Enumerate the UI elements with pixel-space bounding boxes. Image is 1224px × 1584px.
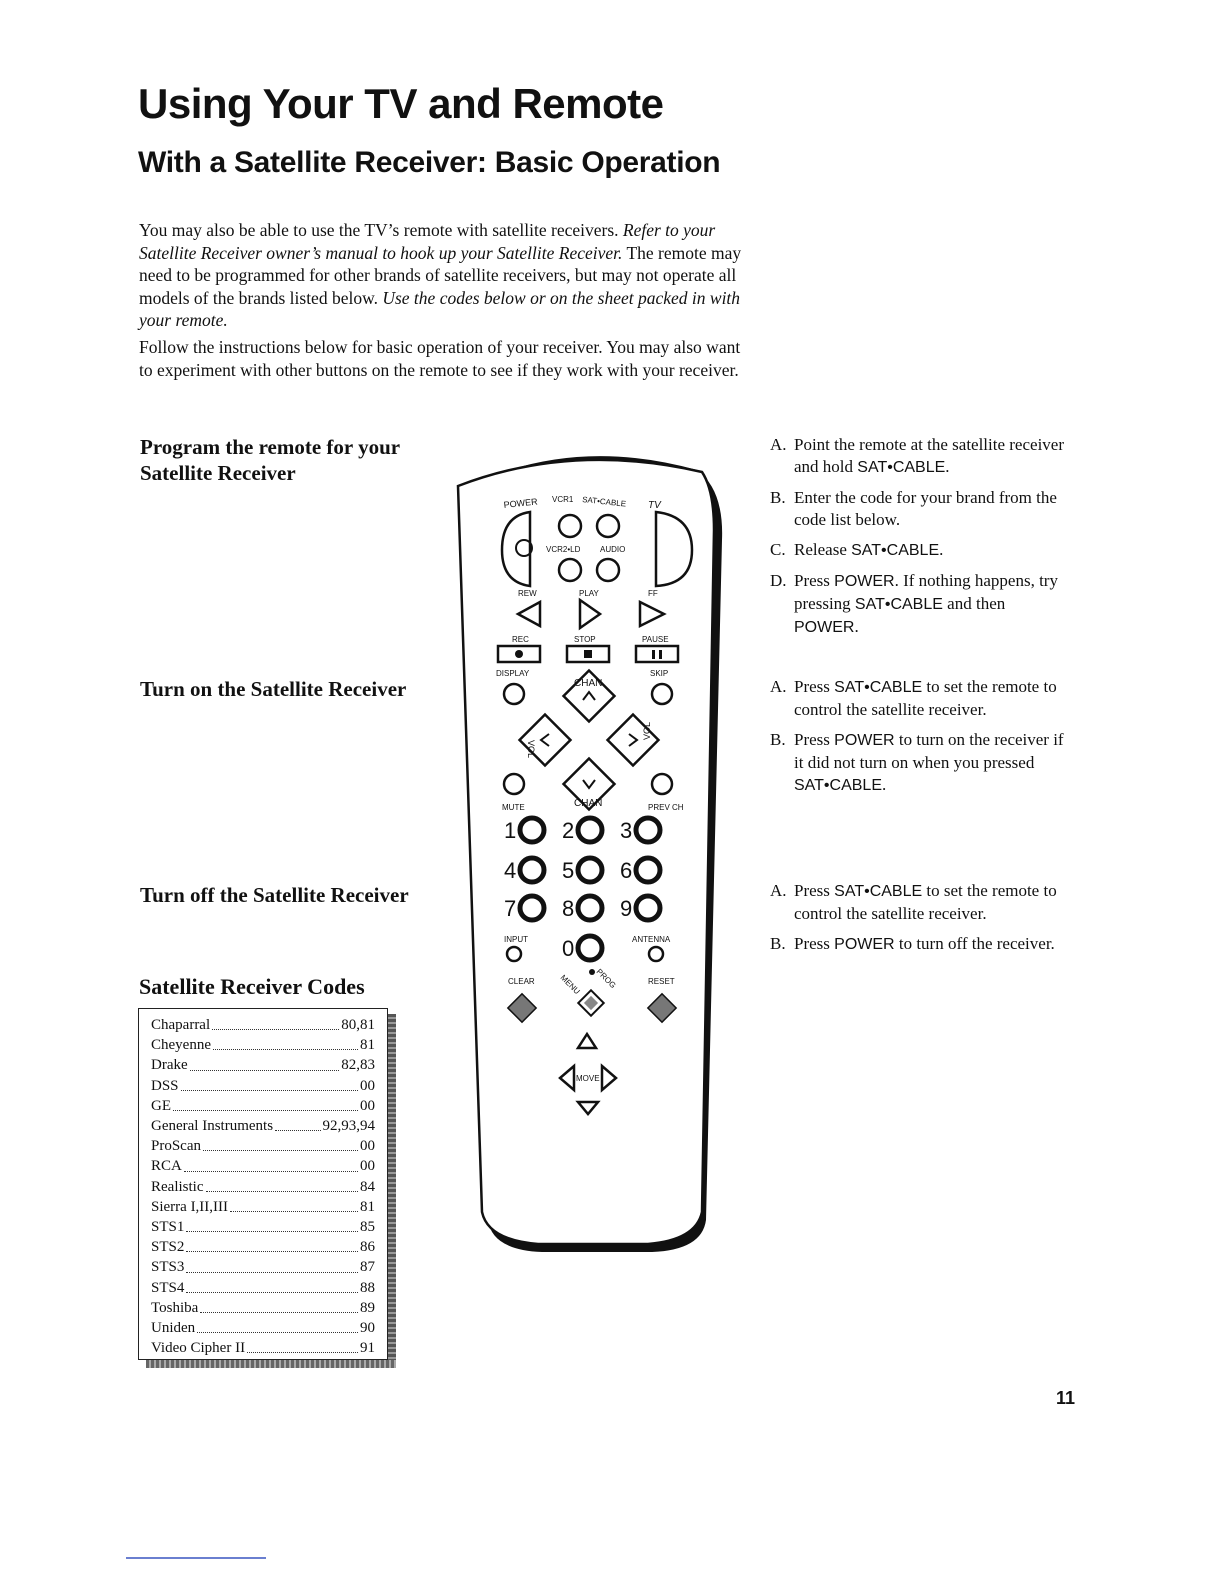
label-mute: MUTE [502, 803, 525, 812]
brand-name: Cheyenne [151, 1037, 211, 1054]
label-ff: FF [648, 589, 658, 598]
brand-name: RCA [151, 1158, 182, 1175]
step-text: Release SAT•CABLE. [794, 540, 944, 559]
page-subtitle: With a Satellite Receiver: Basic Operation [138, 146, 721, 179]
label-tv: TV [648, 500, 661, 511]
label-audio: AUDIO [600, 545, 626, 554]
step-text: Enter the code for your brand from the code list below. [794, 488, 1057, 529]
brand-name: Drake [151, 1057, 188, 1074]
label-input: INPUT [504, 935, 528, 944]
pause-icon [652, 650, 655, 659]
leader-dots [230, 1197, 358, 1212]
step-text: Point the remote at the satellite receiver and hold SAT•CABLE. [794, 435, 1064, 476]
label-vol-left: VOL [526, 740, 536, 759]
steps-turn-on [770, 676, 1070, 805]
brand-code: 85 [360, 1219, 375, 1236]
step [770, 880, 1070, 925]
leader-dots [200, 1298, 358, 1313]
menu-dot-icon [589, 969, 595, 975]
code-row [151, 1257, 375, 1277]
intro-text-d: Use the codes below or on the sheet packed in with your remote. [139, 287, 741, 330]
leader-dots [212, 1015, 339, 1030]
brand-name: DSS [151, 1077, 179, 1094]
brand-code: 82,83 [341, 1057, 375, 1074]
leader-dots [186, 1217, 358, 1232]
digit-7: 7 [504, 896, 517, 921]
heading-codes: Satellite Receiver Codes [139, 974, 365, 999]
leader-dots [190, 1055, 340, 1070]
label-power: POWER [503, 496, 539, 510]
step-letter: B. [770, 730, 786, 749]
brand-code: 84 [360, 1178, 375, 1195]
step [770, 933, 1070, 956]
leader-dots [206, 1177, 359, 1192]
label-clear: CLEAR [508, 977, 535, 986]
step [770, 570, 1070, 639]
brand-name: GE [151, 1097, 171, 1114]
brand-name: Sierra I,II,III [151, 1198, 229, 1215]
brand-code: 91 [360, 1340, 375, 1357]
brand-name: STS1 [151, 1219, 185, 1236]
label-reset: RESET [648, 977, 675, 986]
label-chan-down: CHAN [574, 798, 603, 809]
label-vcr1: VCR1 [552, 495, 574, 504]
leader-dots [181, 1076, 358, 1091]
leader-dots [275, 1116, 320, 1131]
step-text: Press POWER. If nothing happens, try pressing SAT•CABLE and then POWER. [794, 571, 1058, 636]
code-row [151, 1015, 375, 1035]
brand-code: 00 [360, 1097, 375, 1114]
brand-name: Realistic [151, 1178, 204, 1195]
brand-code: 87 [360, 1259, 375, 1276]
code-row [151, 1136, 375, 1156]
code-row [151, 1338, 375, 1358]
code-row [151, 1035, 375, 1055]
brand-code: 00 [360, 1077, 375, 1094]
code-row [151, 1278, 375, 1298]
steps-program [770, 434, 1070, 647]
step-letter: A. [770, 881, 787, 900]
label-menu: MENU [558, 973, 582, 997]
code-row [151, 1116, 375, 1136]
code-row [151, 1298, 375, 1318]
step-text: Press POWER to turn on the receiver if it did not turn on when you pressed SAT•CABLE. [794, 730, 1064, 794]
label-antenna: ANTENNA [632, 935, 671, 944]
remote-illustration [452, 450, 742, 1270]
label-prev-ch: PREV CH [648, 803, 684, 812]
leader-dots [213, 1035, 358, 1050]
digit-2: 2 [562, 818, 575, 843]
label-vcr2-ld: VCR2•LD [546, 545, 581, 554]
label-sat-cable: SAT•CABLE [581, 495, 627, 509]
digit-5: 5 [562, 858, 575, 883]
digit-1: 1 [504, 818, 517, 843]
label-chan-up: CHAN [574, 678, 603, 689]
digit-0: 0 [562, 936, 575, 961]
step-text: Press SAT•CABLE to set the remote to control the satellite receiver. [794, 677, 1057, 719]
leader-dots [186, 1257, 358, 1272]
step [770, 676, 1070, 721]
label-prog: PROG [594, 967, 618, 991]
page-number: 11 [1056, 1388, 1076, 1408]
brand-code: 81 [360, 1037, 375, 1054]
brand-name: Video Cipher II [151, 1340, 246, 1357]
step [770, 434, 1070, 479]
step [770, 729, 1070, 797]
step-letter: A. [770, 435, 787, 454]
intro-text-c: The remote may need to be programmed for other brands of satellite receivers, but may not operate all models of the brands listed below. [139, 242, 742, 308]
step-text: Press SAT•CABLE to set the remote to control the satellite receiver. [794, 881, 1057, 923]
label-play: PLAY [579, 589, 599, 598]
leader-dots [197, 1318, 358, 1333]
code-row [151, 1076, 375, 1096]
label-display: DISPLAY [496, 669, 530, 678]
step-text: Press POWER to turn off the receiver. [794, 934, 1055, 953]
brand-code: 81 [360, 1198, 375, 1215]
intro-text-b: Refer to your Satellite Receiver owner’s manual to hook up your Satellite Receiver. [139, 220, 716, 263]
heading-program-remote: Program the remote for your Satellite Receiver [140, 435, 400, 485]
leader-dots [247, 1338, 358, 1353]
code-row [151, 1096, 375, 1116]
code-row [151, 1318, 375, 1338]
step-letter: D. [770, 571, 787, 590]
stop-icon [584, 650, 592, 658]
record-icon [515, 650, 523, 658]
brand-name: Chaparral [151, 1017, 211, 1033]
leader-dots [184, 1156, 358, 1171]
step-letter: B. [770, 934, 786, 953]
brand-name: STS3 [151, 1259, 185, 1276]
brand-name: ProScan [151, 1138, 201, 1155]
digit-8: 8 [562, 896, 575, 921]
brand-code: 00 [360, 1138, 375, 1155]
code-row [151, 1156, 375, 1176]
digit-9: 9 [620, 896, 633, 921]
codes-table [138, 1008, 388, 1360]
brand-name: STS4 [151, 1279, 185, 1296]
step-letter: A. [770, 677, 787, 696]
codes-list [139, 1009, 387, 1358]
label-rec: REC [512, 635, 529, 644]
footer-rule [126, 1557, 266, 1559]
steps-turn-off [770, 880, 1070, 964]
label-pause: PAUSE [642, 635, 669, 644]
brand-name: Uniden [151, 1320, 196, 1337]
brand-code: 89 [360, 1299, 375, 1316]
brand-code: 92,93,94 [322, 1118, 375, 1135]
leader-dots [186, 1237, 358, 1252]
intro-paragraph-2: Follow the instructions below for basic operation of your receiver. You may also want to experiment with other buttons on the remote to see if they work with your receiver. [139, 337, 741, 380]
remote-body [458, 460, 714, 1244]
brand-code: 00 [360, 1158, 375, 1175]
intro-paragraph-1 [139, 219, 749, 332]
brand-code: 90 [360, 1320, 375, 1337]
label-stop: STOP [574, 635, 596, 644]
label-rew: REW [518, 589, 537, 598]
step [770, 487, 1070, 531]
brand-code: 88 [360, 1279, 375, 1296]
heading-turn-on: Turn on the Satellite Receiver [140, 677, 407, 701]
brand-code: 86 [360, 1239, 375, 1256]
code-row [151, 1237, 375, 1257]
heading-turn-off: Turn off the Satellite Receiver [140, 883, 409, 907]
digit-6: 6 [620, 858, 633, 883]
step-letter: C. [770, 540, 786, 559]
brand-name: STS2 [151, 1239, 185, 1256]
leader-dots [203, 1136, 358, 1151]
code-row [151, 1217, 375, 1237]
step-letter: B. [770, 488, 786, 507]
brand-name: General Instruments [151, 1118, 274, 1135]
brand-name: Toshiba [151, 1299, 199, 1316]
leader-dots [173, 1096, 358, 1111]
digit-4: 4 [504, 858, 517, 883]
digit-3: 3 [620, 818, 633, 843]
code-row [151, 1055, 375, 1075]
step [770, 539, 1070, 562]
code-row [151, 1197, 375, 1217]
leader-dots [186, 1278, 358, 1293]
codes-box-shadow [146, 1360, 396, 1368]
page-title: Using Your TV and Remote [138, 80, 664, 127]
label-vol-right: VOL [642, 721, 652, 740]
label-skip: SKIP [650, 669, 669, 678]
codes-box-shadow [388, 1014, 396, 1366]
label-move: MOVE [576, 1074, 600, 1083]
code-row [151, 1177, 375, 1197]
brand-code: 80,81 [341, 1017, 375, 1033]
intro-text-a: You may also be able to use the TV’s remote with satellite receivers. [139, 220, 623, 240]
